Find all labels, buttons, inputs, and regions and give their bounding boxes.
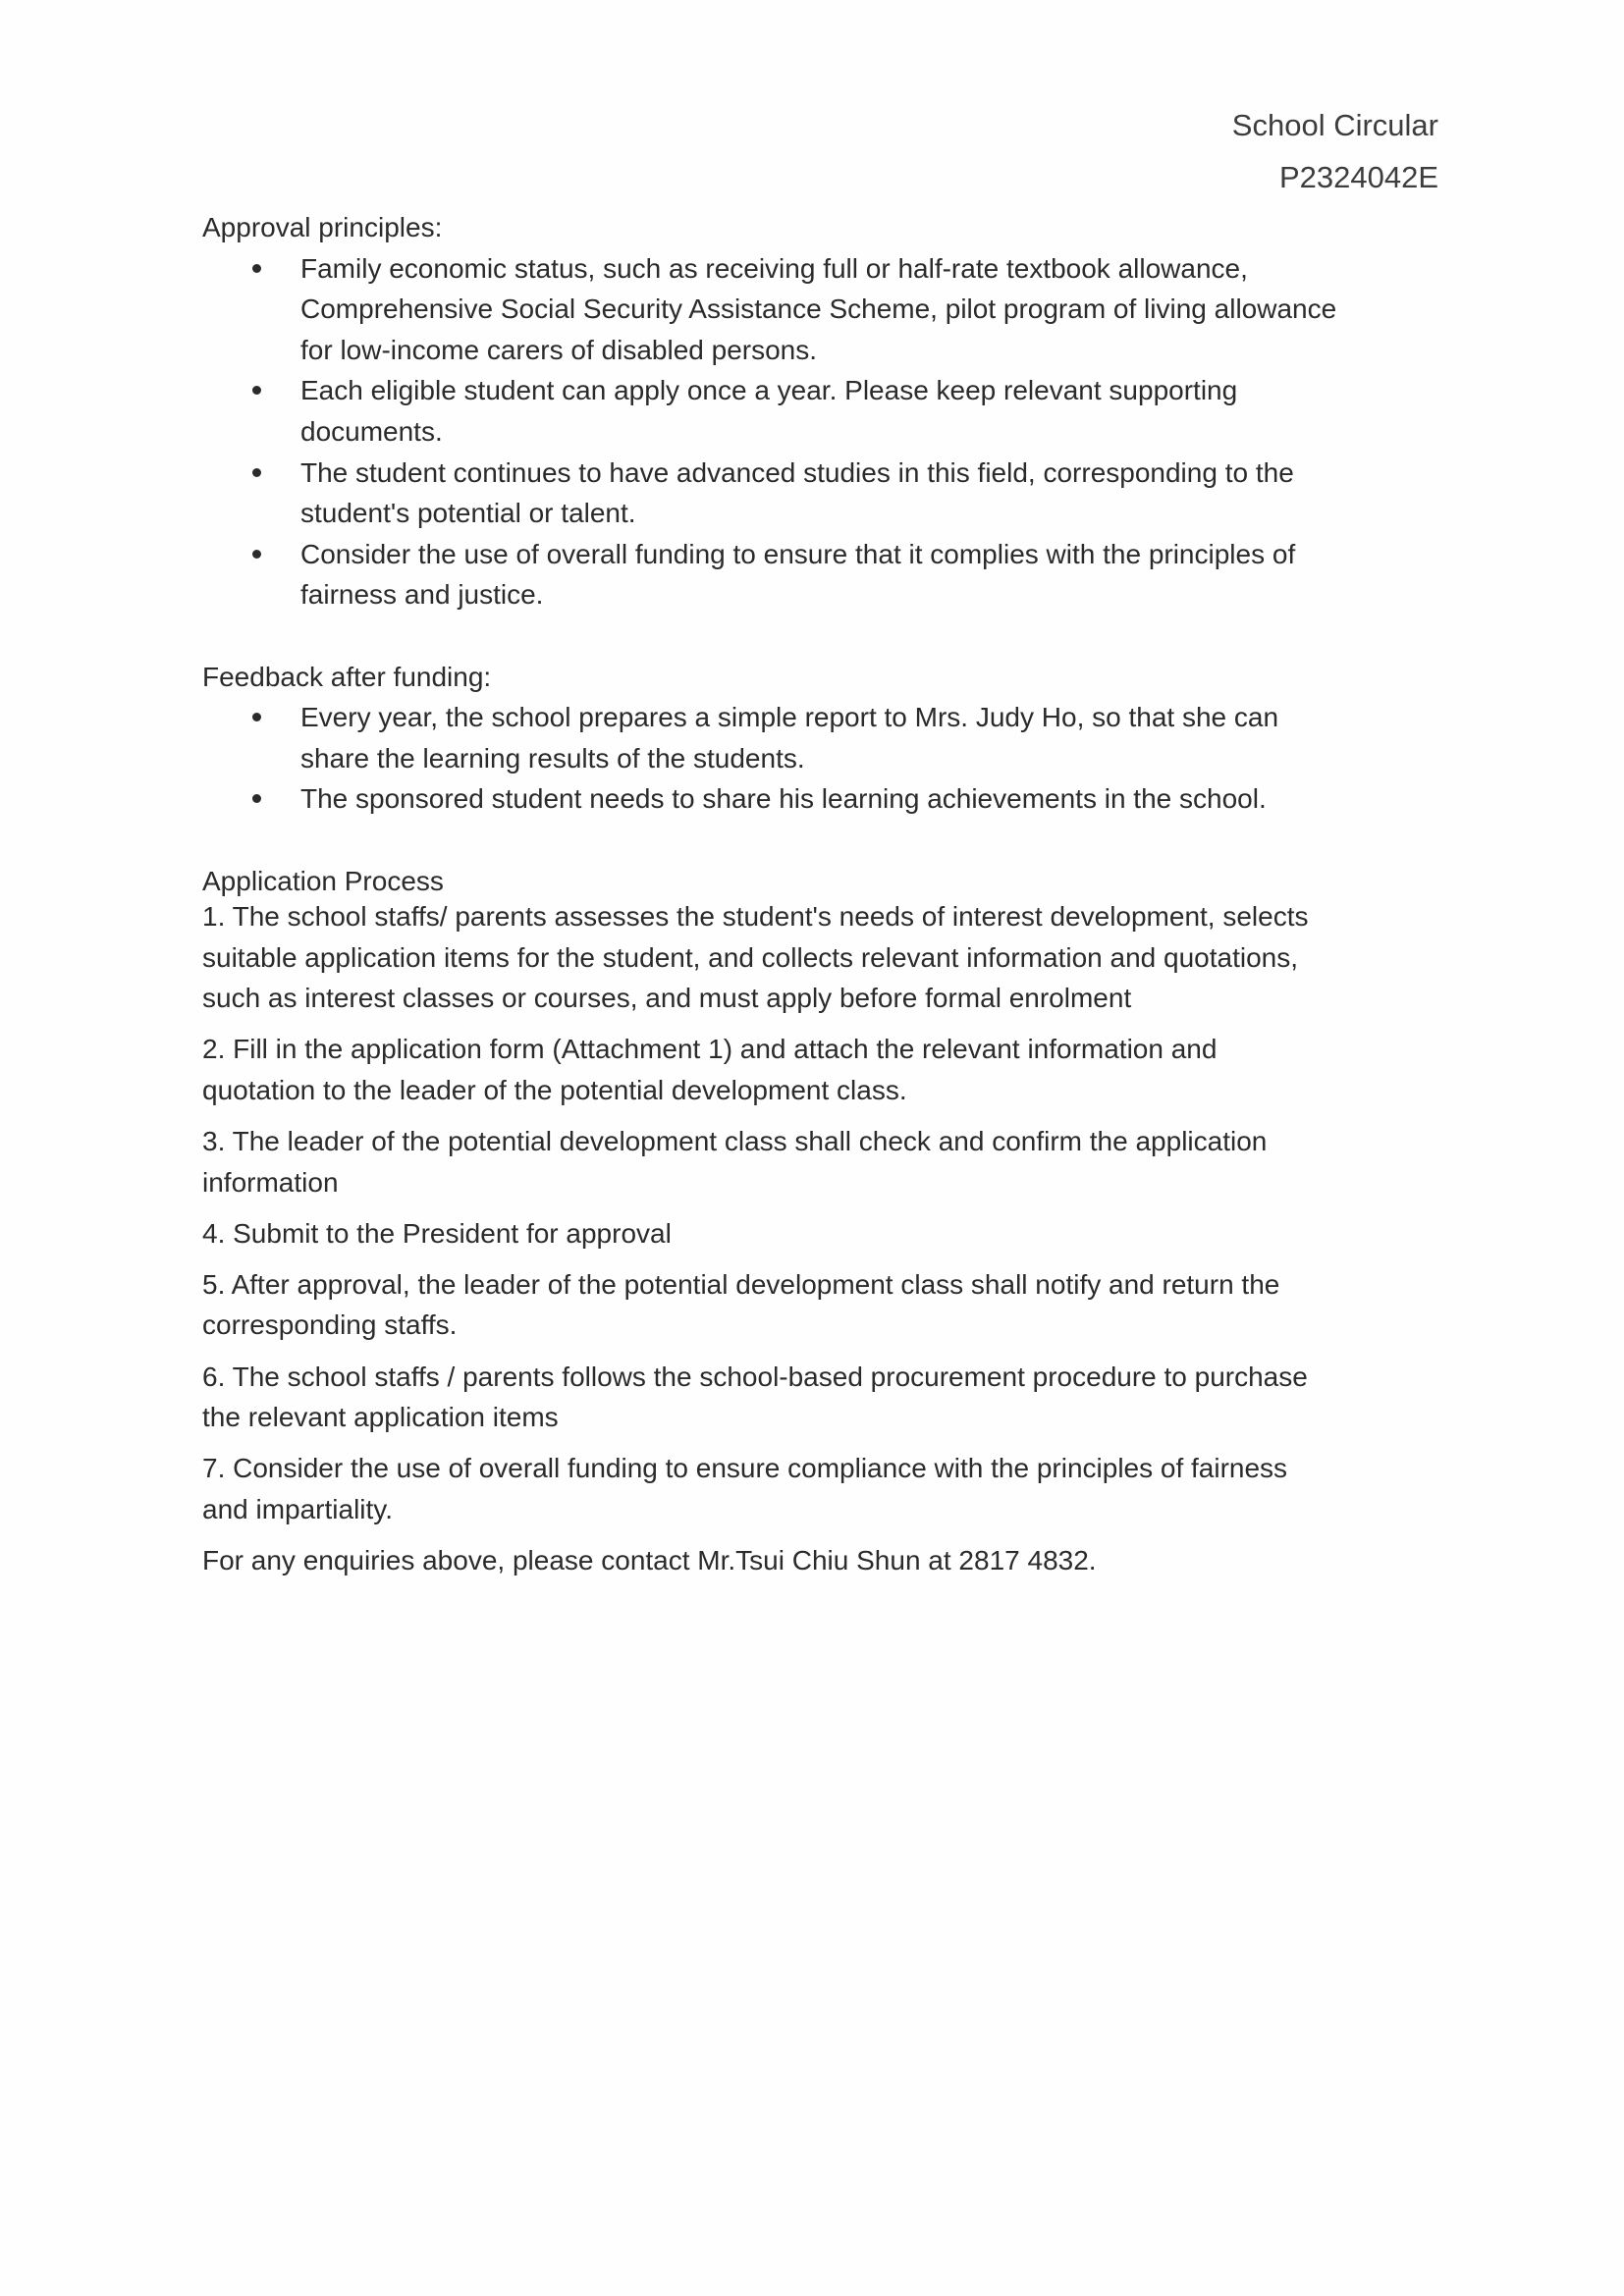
circular-header [1232,99,1438,203]
application-step [202,1121,1479,1202]
text-line: The student continues to have advanced studies in this field, corresponding to the [300,456,1294,488]
application-step [202,1357,1479,1438]
text-line: 5. After approval, the leader of the potential development class shall notify and return the [202,1268,1280,1300]
text-line: Comprehensive Social Security Assistance Scheme, pilot program of living allowance [300,294,1337,325]
feedback-item [300,697,1479,778]
application-step [202,1448,1479,1529]
text-line: Family economic status, such as receiving full or half-rate textbook allowance, [300,252,1248,284]
text-line: corresponding staffs. [202,1309,458,1341]
text-line: 3. The leader of the potential development class shall check and confirm the application [202,1126,1268,1157]
text-line: student's potential or talent. [300,498,636,529]
text-line: share the learning results of the students. [300,742,805,774]
approval-principle-item [300,453,1479,534]
bullet-icon [252,794,261,803]
approval-principles-list [202,248,1479,615]
feedback-after-funding-list [202,697,1479,820]
bullet-icon [252,713,261,721]
text-line: Each eligible student can apply once a year. Please keep relevant supporting [300,375,1238,406]
approval-principle-item [300,248,1479,371]
application-process-heading: Application Process [202,865,444,896]
text-line: 1. The school staffs/ parents assesses the student's needs of interest development, selects [202,901,1309,933]
text-line: for low-income carers of disabled persons. [300,334,818,365]
text-line: 7. Consider the use of overall funding to ensure compliance with the principles of fairness [202,1453,1288,1484]
feedback-after-funding-section [202,657,1479,820]
text-line: documents. [300,415,443,447]
bullet-icon [252,468,261,477]
bullet-icon [252,550,261,559]
application-step [202,1029,1479,1110]
enquiries-note: For any enquiries above, please contact Mr.Tsui Chiu Shun at 2817 4832. [202,1544,1097,1575]
application-step [202,1264,1479,1346]
feedback-after-funding-heading: Feedback after funding: [202,661,492,692]
text-line: Every year, the school prepares a simple report to Mrs. Judy Ho, so that she can [300,702,1279,733]
text-line: suitable application items for the student, and collects relevant information and quotations, [202,941,1298,973]
text-line: 6. The school staffs / parents follows the school-based procurement procedure to purchase [202,1361,1308,1392]
text-line: 4. Submit to the President for approval [202,1217,672,1249]
approval-principles-heading: Approval principles: [202,212,443,242]
application-step [202,896,1479,1019]
application-steps-list [202,896,1479,1529]
application-process-section [202,861,1479,1581]
text-line: information [202,1166,339,1198]
application-step [202,1213,1479,1255]
text-line: and impartiality. [202,1493,394,1524]
text-line: Consider the use of overall funding to ensure that it complies with the principles of [300,538,1296,569]
approval-principle-item [300,370,1479,452]
text-line: quotation to the leader of the potential development class. [202,1074,907,1105]
circular-body [202,207,1479,1581]
text-line: fairness and justice. [300,579,544,611]
text-line: 2. Fill in the application form (Attachment 1) and attach the relevant information and [202,1034,1218,1065]
text-line: such as interest classes or courses, and must apply before formal enrolment [202,983,1132,1014]
bullet-icon [252,264,261,273]
bullet-icon [252,386,261,395]
feedback-item [300,778,1479,820]
circular-reference-number: P2324042E [1278,160,1438,194]
text-line: The sponsored student needs to share his learning achievements in the school. [300,783,1267,815]
text-line: the relevant application items [202,1402,559,1433]
approval-principles-section [202,207,1479,615]
approval-principle-item [300,534,1479,615]
circular-title: School Circular [1231,108,1438,142]
